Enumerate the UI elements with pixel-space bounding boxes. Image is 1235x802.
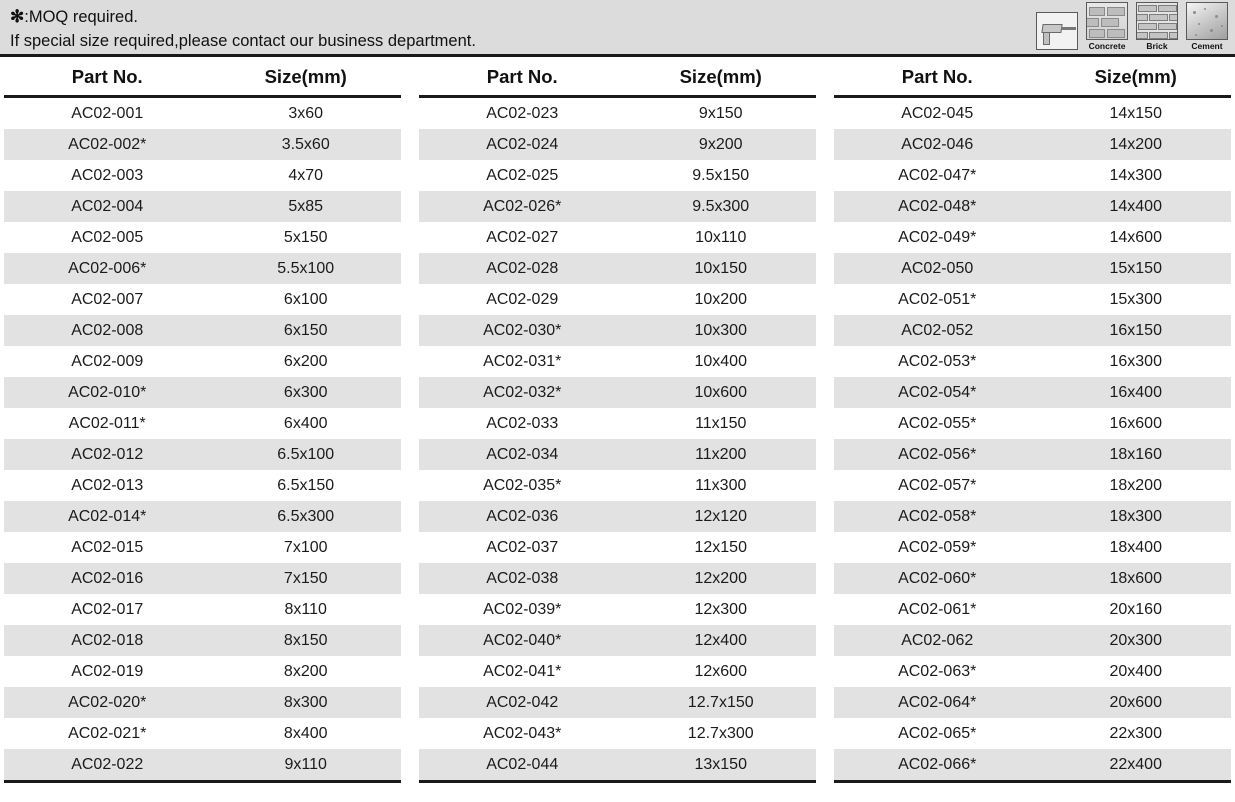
cell-size: 9x150 [625, 97, 816, 130]
cell-part-no: AC02-047* [834, 160, 1040, 191]
cell-part-no: AC02-017 [4, 594, 210, 625]
cell-size: 16x300 [1040, 346, 1231, 377]
cell-size: 9x110 [210, 749, 401, 782]
spec-table-3 [834, 60, 1231, 785]
cell-part-no: AC02-041* [419, 656, 625, 687]
cell-part-no: AC02-029 [419, 284, 625, 315]
table-row [4, 656, 401, 687]
icon-cell-concrete [1085, 2, 1129, 51]
table-row [4, 315, 401, 346]
cell-size: 18x600 [1040, 563, 1231, 594]
table-row [4, 222, 401, 253]
cell-part-no: AC02-048* [834, 191, 1040, 222]
cell-size: 11x150 [625, 408, 816, 439]
cell-part-no: AC02-010* [4, 377, 210, 408]
cell-size: 5x150 [210, 222, 401, 253]
table-row [419, 718, 816, 749]
cell-part-no: AC02-045 [834, 97, 1040, 130]
cell-size: 18x160 [1040, 439, 1231, 470]
cell-part-no: AC02-011* [4, 408, 210, 439]
column-header-size: Size(mm) [625, 60, 816, 97]
cell-size: 9.5x300 [625, 191, 816, 222]
cell-part-no: AC02-059* [834, 532, 1040, 563]
cell-size: 4x70 [210, 160, 401, 191]
table-row [419, 656, 816, 687]
table-row [834, 253, 1231, 284]
cell-part-no: AC02-063* [834, 656, 1040, 687]
cell-part-no: AC02-005 [4, 222, 210, 253]
column-header-part-no: Part No. [419, 60, 625, 97]
cell-part-no: AC02-013 [4, 470, 210, 501]
cell-part-no: AC02-026* [419, 191, 625, 222]
cell-size: 14x400 [1040, 191, 1231, 222]
table-row [834, 284, 1231, 315]
table-row [419, 315, 816, 346]
table-row [834, 656, 1231, 687]
spec-tables-container [0, 60, 1235, 785]
cell-size: 3x60 [210, 97, 401, 130]
cell-part-no: AC02-001 [4, 97, 210, 130]
table-row [419, 439, 816, 470]
cell-part-no: AC02-012 [4, 439, 210, 470]
table-row [419, 501, 816, 532]
table-header-row [419, 60, 816, 97]
table-row [4, 160, 401, 191]
cell-size: 8x400 [210, 718, 401, 749]
column-header-size: Size(mm) [1040, 60, 1231, 97]
table-row [834, 191, 1231, 222]
table-row [419, 97, 816, 130]
cell-part-no: AC02-022 [4, 749, 210, 782]
table-row [4, 97, 401, 130]
cell-part-no: AC02-060* [834, 563, 1040, 594]
cell-size: 16x150 [1040, 315, 1231, 346]
material-icon-strip [1035, 2, 1229, 51]
column-header-part-no: Part No. [834, 60, 1040, 97]
cell-part-no: AC02-049* [834, 222, 1040, 253]
table-row [4, 563, 401, 594]
cell-part-no: AC02-043* [419, 718, 625, 749]
cell-size: 10x600 [625, 377, 816, 408]
column-header-part-no: Part No. [4, 60, 210, 97]
cell-size: 6.5x100 [210, 439, 401, 470]
concrete-icon [1086, 2, 1128, 40]
cell-size: 11x300 [625, 470, 816, 501]
cell-size: 8x110 [210, 594, 401, 625]
cell-size: 6x300 [210, 377, 401, 408]
cell-size: 5x85 [210, 191, 401, 222]
cell-size: 6.5x150 [210, 470, 401, 501]
cell-size: 20x600 [1040, 687, 1231, 718]
table-row [4, 687, 401, 718]
table-bottom-rule [834, 782, 1231, 785]
cell-size: 18x300 [1040, 501, 1231, 532]
cell-part-no: AC02-003 [4, 160, 210, 191]
cell-part-no: AC02-054* [834, 377, 1040, 408]
table-row [4, 625, 401, 656]
cell-part-no: AC02-051* [834, 284, 1040, 315]
cell-part-no: AC02-061* [834, 594, 1040, 625]
cell-size: 10x400 [625, 346, 816, 377]
cell-size: 10x200 [625, 284, 816, 315]
table-bottom-rule [4, 782, 401, 785]
cell-size: 6x150 [210, 315, 401, 346]
cell-part-no: AC02-007 [4, 284, 210, 315]
icon-caption-concrete: Concrete [1088, 41, 1126, 51]
table-row [834, 563, 1231, 594]
cell-size: 16x400 [1040, 377, 1231, 408]
column-header-size: Size(mm) [210, 60, 401, 97]
table-row [834, 315, 1231, 346]
cell-part-no: AC02-038 [419, 563, 625, 594]
cell-part-no: AC02-024 [419, 129, 625, 160]
table-row [834, 594, 1231, 625]
cell-size: 18x400 [1040, 532, 1231, 563]
cell-part-no: AC02-030* [419, 315, 625, 346]
cell-size: 12x120 [625, 501, 816, 532]
cell-part-no: AC02-044 [419, 749, 625, 782]
cell-part-no: AC02-058* [834, 501, 1040, 532]
table-row [4, 718, 401, 749]
table-row [4, 501, 401, 532]
table-header-row [4, 60, 401, 97]
cell-part-no: AC02-008 [4, 315, 210, 346]
table-row [4, 749, 401, 782]
table-row [834, 346, 1231, 377]
cell-size: 8x200 [210, 656, 401, 687]
table-row [419, 222, 816, 253]
cell-size: 13x150 [625, 749, 816, 782]
cell-part-no: AC02-066* [834, 749, 1040, 782]
cell-size: 22x300 [1040, 718, 1231, 749]
table-row [4, 439, 401, 470]
table-row [419, 749, 816, 782]
table-row [834, 160, 1231, 191]
cell-part-no: AC02-020* [4, 687, 210, 718]
cement-icon [1186, 2, 1228, 40]
cell-part-no: AC02-056* [834, 439, 1040, 470]
table-row [834, 377, 1231, 408]
cell-size: 10x300 [625, 315, 816, 346]
cell-size: 16x600 [1040, 408, 1231, 439]
cell-part-no: AC02-004 [4, 191, 210, 222]
cell-size: 14x200 [1040, 129, 1231, 160]
cell-size: 9x200 [625, 129, 816, 160]
table-row [834, 97, 1231, 130]
cell-size: 20x160 [1040, 594, 1231, 625]
table-row [419, 377, 816, 408]
cell-part-no: AC02-037 [419, 532, 625, 563]
spec-table-2 [419, 60, 816, 785]
cell-part-no: AC02-018 [4, 625, 210, 656]
table-row [419, 191, 816, 222]
cell-size: 15x150 [1040, 253, 1231, 284]
table-row [419, 594, 816, 625]
cell-size: 22x400 [1040, 749, 1231, 782]
cell-size: 12x400 [625, 625, 816, 656]
cell-part-no: AC02-016 [4, 563, 210, 594]
icon-caption-cement: Cement [1191, 41, 1223, 51]
cell-part-no: AC02-033 [419, 408, 625, 439]
table-row [419, 408, 816, 439]
table-row [419, 470, 816, 501]
cell-part-no: AC02-062 [834, 625, 1040, 656]
table-row [419, 346, 816, 377]
cell-part-no: AC02-053* [834, 346, 1040, 377]
cell-part-no: AC02-032* [419, 377, 625, 408]
table-row [4, 129, 401, 160]
table-row [419, 687, 816, 718]
icon-cell-brick [1135, 2, 1179, 51]
table-row [419, 253, 816, 284]
note-line-contact: If special size required,please contact our business department. [10, 32, 476, 50]
cell-size: 9.5x150 [625, 160, 816, 191]
icon-caption-brick: Brick [1146, 41, 1168, 51]
cell-size: 6x200 [210, 346, 401, 377]
cell-part-no: AC02-009 [4, 346, 210, 377]
cell-part-no: AC02-064* [834, 687, 1040, 718]
cell-size: 12.7x150 [625, 687, 816, 718]
cell-part-no: AC02-065* [834, 718, 1040, 749]
note-line-moq [10, 5, 990, 29]
table-row [4, 346, 401, 377]
note-text-block [10, 5, 990, 53]
table-row [419, 284, 816, 315]
cell-size: 3.5x60 [210, 129, 401, 160]
cell-size: 12x150 [625, 532, 816, 563]
table-row [4, 470, 401, 501]
spec-table-1 [4, 60, 401, 785]
cell-size: 12.7x300 [625, 718, 816, 749]
cell-part-no: AC02-006* [4, 253, 210, 284]
cell-part-no: AC02-023 [419, 97, 625, 130]
cell-size: 18x200 [1040, 470, 1231, 501]
cell-size: 6.5x300 [210, 501, 401, 532]
cell-size: 8x300 [210, 687, 401, 718]
cell-part-no: AC02-039* [419, 594, 625, 625]
table-row [834, 439, 1231, 470]
cell-part-no: AC02-035* [419, 470, 625, 501]
table-row [419, 563, 816, 594]
cell-size: 14x600 [1040, 222, 1231, 253]
cell-part-no: AC02-034 [419, 439, 625, 470]
table-row [4, 594, 401, 625]
icon-cell-drill [1035, 12, 1079, 51]
cell-part-no: AC02-015 [4, 532, 210, 563]
cell-size: 12x200 [625, 563, 816, 594]
cell-size: 5.5x100 [210, 253, 401, 284]
table-row [419, 625, 816, 656]
cell-size: 14x300 [1040, 160, 1231, 191]
cell-part-no: AC02-031* [419, 346, 625, 377]
cell-size: 15x300 [1040, 284, 1231, 315]
cell-size: 12x300 [625, 594, 816, 625]
cell-size: 8x150 [210, 625, 401, 656]
cell-size: 6x100 [210, 284, 401, 315]
cell-part-no: AC02-050 [834, 253, 1040, 284]
table-row [4, 408, 401, 439]
table-row [834, 532, 1231, 563]
table-row [834, 625, 1231, 656]
note-line-moq-text: :MOQ required. [24, 8, 138, 26]
table-row [834, 749, 1231, 782]
table-bottom-rule [419, 782, 816, 785]
cell-size: 10x150 [625, 253, 816, 284]
hammer-drill-icon [1036, 12, 1078, 50]
table-row [834, 129, 1231, 160]
table-row [4, 532, 401, 563]
cell-size: 12x600 [625, 656, 816, 687]
cell-size: 7x150 [210, 563, 401, 594]
cell-size: 10x110 [625, 222, 816, 253]
table-row [834, 501, 1231, 532]
table-row [834, 687, 1231, 718]
table-row [4, 253, 401, 284]
note-band [0, 0, 1235, 57]
cell-part-no: AC02-025 [419, 160, 625, 191]
cell-part-no: AC02-027 [419, 222, 625, 253]
cell-size: 20x300 [1040, 625, 1231, 656]
cell-part-no: AC02-042 [419, 687, 625, 718]
cell-size: 6x400 [210, 408, 401, 439]
cell-part-no: AC02-046 [834, 129, 1040, 160]
cell-size: 11x200 [625, 439, 816, 470]
cell-part-no: AC02-052 [834, 315, 1040, 346]
cell-part-no: AC02-002* [4, 129, 210, 160]
cell-part-no: AC02-036 [419, 501, 625, 532]
cell-part-no: AC02-055* [834, 408, 1040, 439]
table-row [419, 160, 816, 191]
table-row [419, 129, 816, 160]
table-header-row [834, 60, 1231, 97]
table-row [834, 470, 1231, 501]
cell-part-no: AC02-040* [419, 625, 625, 656]
table-row [4, 284, 401, 315]
cell-part-no: AC02-014* [4, 501, 210, 532]
table-row [834, 718, 1231, 749]
cell-part-no: AC02-028 [419, 253, 625, 284]
asterisk-icon: ✻ [10, 7, 25, 26]
icon-cell-cement [1185, 2, 1229, 51]
cell-part-no: AC02-021* [4, 718, 210, 749]
cell-size: 20x400 [1040, 656, 1231, 687]
cell-size: 14x150 [1040, 97, 1231, 130]
cell-part-no: AC02-057* [834, 470, 1040, 501]
table-row [419, 532, 816, 563]
table-row [4, 377, 401, 408]
cell-size: 7x100 [210, 532, 401, 563]
table-row [834, 408, 1231, 439]
cell-part-no: AC02-019 [4, 656, 210, 687]
brick-icon [1136, 2, 1178, 40]
table-row [834, 222, 1231, 253]
table-row [4, 191, 401, 222]
